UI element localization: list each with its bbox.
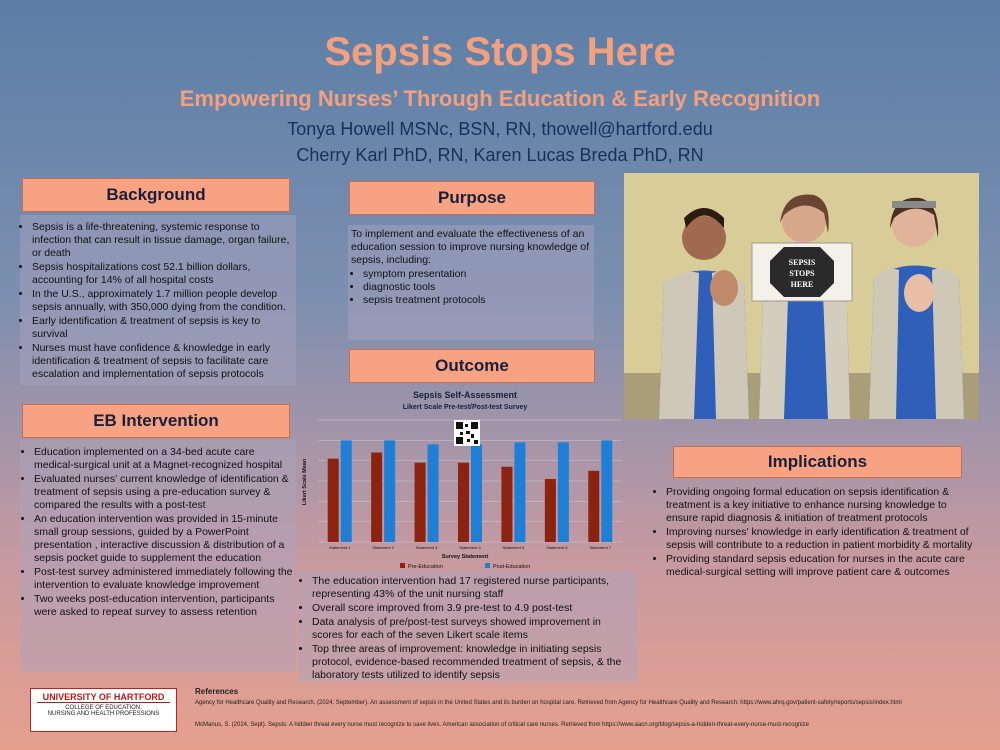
- background-item: • Nurses must have confidence & knowledge in early identification & treatment of sepsis to facilitate care escalation and implementation of sepsis protocols: [32, 342, 294, 381]
- purpose-text: [351, 228, 591, 307]
- bar-post-3: [428, 444, 439, 542]
- bar-post-2: [384, 440, 395, 542]
- legend-pre-label: Pre-Education: [408, 564, 443, 570]
- sign-text-1: SEPSIS: [788, 258, 816, 267]
- bar-post-5: [514, 442, 525, 542]
- likert-chart: [300, 382, 630, 572]
- sign-text-2: STOPS: [789, 269, 815, 278]
- intervention-item: • Two weeks post-education intervention, participants were asked to repeat survey to assess retention: [34, 593, 294, 619]
- bar-pre-1: [328, 459, 339, 542]
- purpose-intro: To implement and evaluate the effectiveness of an education session to improve nursing knowledge of sepsis, including:: [351, 228, 590, 266]
- x-tick-label: Statement 2: [372, 545, 394, 550]
- outcome-item: • Top three areas of improvement: knowledge in initiating sepsis protocol, evidence-based recommended treatment of sepsis, & the laboratory tests utilized to identify sepsis: [312, 643, 634, 682]
- intervention-list: [24, 446, 294, 620]
- logo-line-2: COLLEGE OF EDUCATION,: [65, 705, 142, 711]
- purpose-item: • diagnostic tools: [363, 281, 591, 294]
- x-tick-label: Statement 4: [459, 545, 481, 550]
- bar-post-1: [341, 440, 352, 542]
- outcome-list: [302, 575, 634, 683]
- qr-code: [454, 420, 480, 446]
- university-logo: [30, 688, 177, 732]
- bar-pre-3: [415, 463, 426, 542]
- background-item: • Early identification & treatment of sepsis is key to survival: [32, 315, 294, 341]
- sign-text-3: HERE: [790, 280, 814, 289]
- references: [195, 688, 975, 729]
- background-item: • In the U.S., approximately 1.7 million people develop sepsis annually, with 350,000 dying from the condition.: [32, 288, 294, 314]
- bar-pre-2: [371, 453, 382, 542]
- poster-title: Sepsis Stops Here: [324, 30, 676, 74]
- legend-post-label: Post-Education: [493, 564, 531, 570]
- intervention-item: • Post-test survey administered immediately following the intervention to evaluate knowledge improvement: [34, 566, 294, 592]
- purpose-item: • sepsis treatment protocols: [363, 294, 591, 307]
- outcome-item: • Data analysis of pre/post-test surveys showed improvement in scores for each of the seven Likert scale items: [312, 616, 634, 642]
- chart-title: Sepsis Self-Assessment: [412, 390, 518, 400]
- background-item: • Sepsis is a life-threatening, systemic response to infection that can result in tissue damage, organ failure, or death: [32, 221, 294, 260]
- poster-subtitle: Empowering Nurses’ Through Education & Early Recognition: [179, 86, 821, 111]
- bar-pre-4: [458, 463, 469, 542]
- author-line-1: Tonya Howell MSNc, BSN, RN, thowell@hartford.edu: [287, 119, 713, 139]
- bar-pre-6: [545, 479, 556, 542]
- bar-post-6: [558, 442, 569, 542]
- bar-post-4: [471, 444, 482, 542]
- chart-xlabel: Survey Statement: [441, 554, 489, 560]
- bar-pre-7: [588, 471, 599, 542]
- implications-list: [656, 486, 976, 580]
- x-tick-label: Statement 1: [328, 545, 351, 550]
- background-heading: Background: [22, 178, 290, 212]
- legend-post-swatch: [485, 563, 490, 568]
- implications-item: • Providing ongoing formal education on sepsis identification & treatment is a key initiative to enhance nursing knowledge to ensure rapid diagnosis & initiation of treatment protocols: [666, 486, 976, 525]
- author-line-2: Cherry Karl PhD, RN, Karen Lucas Breda PhD, RN: [296, 145, 704, 165]
- purpose-heading: Purpose: [349, 181, 595, 215]
- logo-line-1: UNIVERSITY OF HARTFORD: [37, 689, 170, 703]
- outcome-item: • The education intervention had 17 registered nurse participants, representing 43% of the unit nursing staff: [312, 575, 634, 601]
- likert-chart-svg: [300, 382, 630, 572]
- reference-1: Agency for Healthcare Quality and Research. (2024, September). An assessment of sepsis in the United States and its burden on hospital care. Retrieved from Agency for Healthcare Quality and Research: https://www.ahrq.gov/patient-safety/reports/sepsis/index.html: [195, 700, 902, 706]
- implications-item: • Providing standard sepsis education for nurses in the acute care medical-surgical setting will improve patient care & outcomes: [666, 553, 976, 579]
- outcome-item: • Overall score improved from 3.9 pre-test to 4.9 post-test: [312, 602, 634, 615]
- legend-pre-swatch: [400, 563, 405, 568]
- purpose-item: • symptom presentation: [363, 268, 591, 281]
- bar-post-7: [601, 440, 612, 542]
- bar-pre-5: [501, 467, 512, 542]
- reference-2: McManus, S. (2024, Sept). Sepsis: A hidden threat every nurse must recognize to save lives. American association of critical care nurses. Retrieved from https://www.aacn.org/blog/sepsis-a-hidden-threat-every-nurse-must-recognize: [195, 722, 809, 728]
- x-tick-label: Statement 7: [589, 545, 612, 550]
- background-list: [22, 221, 294, 382]
- team-photo: [624, 173, 979, 419]
- logo-line-3: NURSING AND HEALTH PROFESSIONS: [47, 711, 160, 717]
- implications-item: • Improving nurses' knowledge in early identification & treatment of sepsis will contribute to a reduction in patient morbidity & mortality: [666, 526, 976, 552]
- outcome-heading: Outcome: [349, 349, 595, 383]
- intervention-item: • Education implemented on a 34-bed acute care medical-surgical unit at a Magnet-recognized hospital: [34, 446, 294, 472]
- intervention-item: • An education intervention was provided in 15-minute small group sessions, guided by a PowerPoint presentation , interactive discussion & distribution of a sepsis pocket guide to supplement the education: [34, 513, 294, 565]
- team-photo-illustration: [624, 173, 979, 419]
- chart-ylabel: Likert Scale Mean: [302, 458, 308, 506]
- implications-heading: Implications: [673, 446, 962, 478]
- x-tick-label: Statement 5: [502, 545, 525, 550]
- chart-subtitle: Likert Scale Pre-test/Post-test Survey: [402, 404, 528, 411]
- references-heading: References: [195, 687, 239, 696]
- background-item: • Sepsis hospitalizations cost 52.1 billion dollars, accounting for 14% of all hospital costs: [32, 261, 294, 287]
- intervention-heading: EB Intervention: [22, 404, 290, 438]
- x-tick-label: Statement 3: [415, 545, 438, 550]
- intervention-item: • Evaluated nurses’ current knowledge of identification & treatment of sepsis using a pre-education survey & compared the results with a post-test: [34, 473, 294, 512]
- x-tick-label: Statement 6: [546, 545, 568, 550]
